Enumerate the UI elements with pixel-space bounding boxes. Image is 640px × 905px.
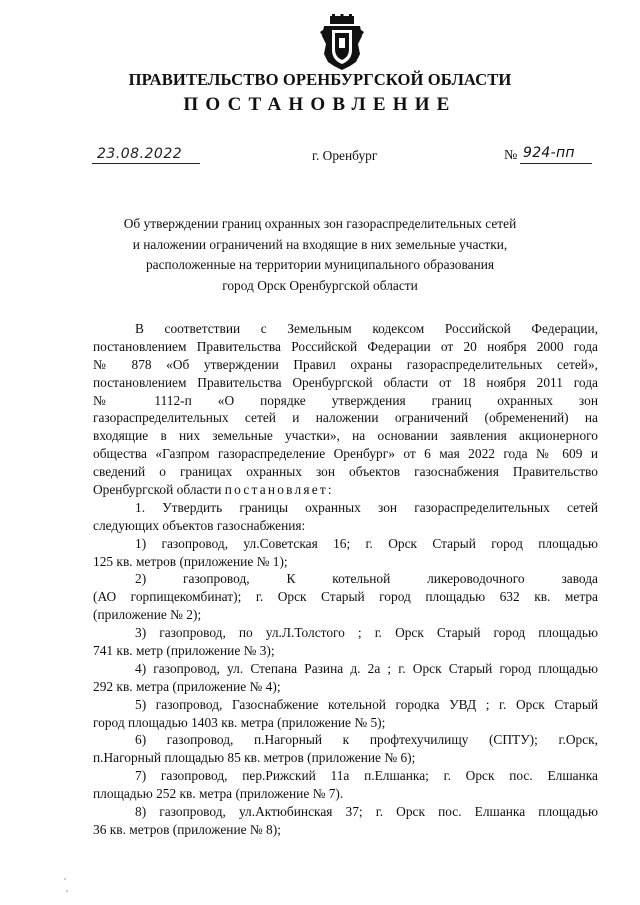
decree-word: постановляет: — [224, 482, 334, 498]
document-date: 23.08.2022 — [97, 146, 183, 162]
document-city: г. Оренбург — [312, 148, 378, 163]
number-sign: № — [504, 148, 518, 163]
item-line: 292 кв. метра (приложение № 4); — [93, 678, 281, 694]
scan-speck — [66, 890, 68, 892]
item-line: площадью 252 кв. метра (приложение № 7). — [93, 786, 344, 802]
scan-speck — [64, 878, 66, 880]
body-line: № 1112-п «О порядке утверждения границ охранных зон — [93, 392, 598, 408]
body-line: общества «Газпром газораспределение Оренбург» от 6 мая 2022 года № 609 и — [93, 446, 598, 462]
item-line: 36 кв. метров (приложение № 8); — [93, 821, 281, 837]
item-line: 2) газопровод, К котельной ликероводочного завода — [135, 571, 598, 587]
item-line: город площадью 1403 кв. метра (приложение № 5); — [93, 714, 386, 730]
item-line: 741 кв. метр (приложение № 3); — [93, 643, 275, 659]
title-line: расположенные на территории муниципального образования — [145, 257, 495, 272]
authority-name: ПРАВИТЕЛЬСТВО ОРЕНБУРГСКОЙ ОБЛАСТИ — [128, 70, 512, 89]
item-line: 1) газопровод, ул.Советская 16; г. Орск Старый город площадью — [135, 535, 598, 551]
body-line: газораспределительных сетей и наложении ограничений (обременений) на — [93, 410, 598, 426]
number-underline — [520, 163, 592, 164]
date-underline — [92, 163, 200, 164]
item-line: 5) газопровод, Газоснабжение котельной городка УВД ; г. Орск Старый — [135, 696, 598, 712]
item-line: п.Нагорный площадью 85 кв. метров (приложение № 6); — [93, 750, 416, 766]
document-number: 924-пп — [523, 145, 575, 161]
title-line: и наложении ограничений на входящие в них земельные участки, — [132, 236, 508, 252]
item-line: 7) газопровод, пер.Рижский 11а п.Елшанка; г. Орск пос. Елшанка — [135, 768, 598, 784]
clause-line: следующих объектов газоснабжения: — [93, 517, 306, 533]
body-line: № 878 «Об утверждении Правил охраны газораспределительных сетей», — [93, 356, 598, 372]
body-line: входящие в них земельные участки», на основании заявления акционерного — [93, 428, 598, 444]
item-line: 6) газопровод, п.Нагорный к профтехучилищу (СПТУ); г.Орск, — [135, 732, 598, 748]
body-line: постановлением Правительства Оренбургской области от 18 ноября 2011 года — [93, 374, 598, 390]
item-line: 8) газопровод, ул.Актюбинская 37; г. Орск пос. Елшанка площадью — [135, 804, 598, 820]
document-body — [93, 320, 598, 839]
orenburg-coat-of-arms-icon — [318, 14, 366, 72]
body-line: постановлением Правительства Российской Федерации от 20 ноября 2000 года — [93, 338, 598, 354]
title-line: Об утверждении границ охранных зон газораспределительных сетей — [123, 216, 517, 231]
item-line: 4) газопровод, ул. Степана Разина д. 2а ; г. Орск Старый город площадью — [135, 660, 598, 676]
document-type: ПОСТАНОВЛЕНИЕ — [183, 94, 457, 115]
body-text: Оренбургской области — [93, 482, 225, 498]
item-line: 3) газопровод, по ул.Л.Толстого ; г. Орск Старый город площадью — [135, 625, 598, 641]
body-line — [93, 481, 598, 499]
document-title — [90, 214, 550, 296]
title-line: город Орск Оренбургской области — [222, 277, 418, 293]
clause-line: 1. Утвердить границы охранных зон газораспределительных сетей — [135, 499, 598, 515]
item-line: (приложение № 2); — [93, 607, 202, 623]
item-line: (АО горпищекомбинат); г. Орск Старый город площадью 632 кв. метра — [93, 589, 598, 605]
body-line: сведений о границах охранных зон объектов газоснабжения Правительство — [93, 464, 598, 480]
body-line: В соответствии с Земельным кодексом Российской Федерации, — [135, 321, 598, 336]
item-line: 125 кв. метров (приложение № 1); — [93, 553, 288, 569]
